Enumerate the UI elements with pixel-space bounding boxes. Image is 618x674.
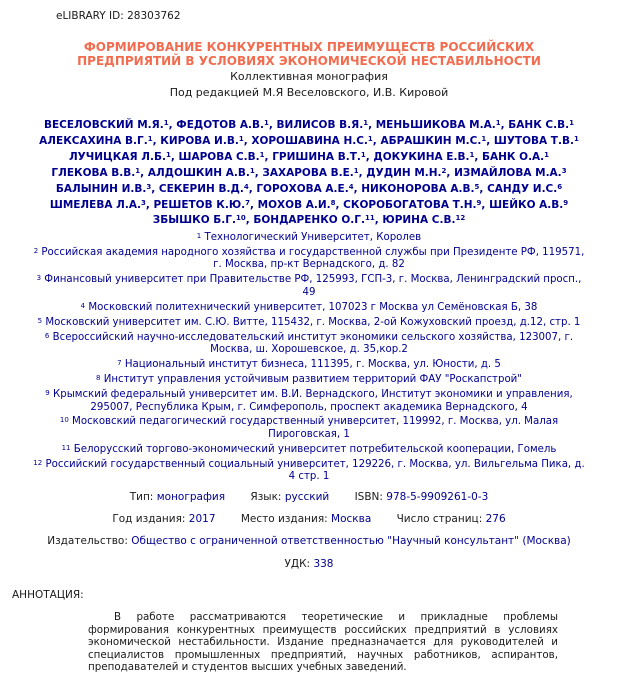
author-affiliation-number: 1: [569, 119, 574, 127]
meta-row-4: [20, 558, 598, 570]
author-link[interactable]: БАНК С.В.: [508, 119, 570, 131]
author-link[interactable]: ЗАХАРОВА В.Е.: [262, 166, 354, 179]
author-link[interactable]: МОХОВ А.И.: [257, 198, 331, 211]
author-link[interactable]: ДОКУКИНА Е.В.: [373, 150, 470, 163]
year-value[interactable]: 2017: [188, 513, 216, 525]
meta-row-3: [20, 535, 598, 547]
elibrary-id: eLIBRARY ID: 28303762: [56, 10, 181, 22]
author-affiliation-number: 11: [364, 214, 375, 223]
affiliation-text: Московский университет им. С.Ю. Витте, 115432, г. Москва, 2-ой Кожуховский проезд, д.12, стр. 1: [45, 316, 581, 328]
year-label: Год издания:: [112, 513, 186, 525]
affiliation-item: [30, 459, 588, 484]
language-label: Язык:: [250, 491, 282, 503]
author-link[interactable]: ГОРОХОВА А.Е.: [256, 182, 349, 195]
author-affiliation-number: 1: [495, 119, 501, 127]
author-link[interactable]: АЛЕКСАХИНА В.Г.: [39, 134, 148, 147]
author-link[interactable]: САНДУ И.С.: [487, 182, 558, 195]
authors-line: ЛУЧИЦКАЯ Л.Б.$^1$, ШАРОВА С.В.$^1$, ГРИШИНА В.Т.$^1$, ДОКУКИНА Е.В.$^1$, БАНК О.А.$^1$: [68, 150, 550, 163]
author-affiliation-number: 3: [140, 198, 146, 207]
affiliation-text: Финансовый университет при Правительстве РФ, 125993, ГСП-3, г. Москва, Ленинградский просп., 49: [44, 274, 582, 298]
author-link[interactable]: ГЛЕКОВА В.В.: [51, 166, 136, 179]
authors-line: АЛЕКСАХИНА В.Г.$^1$, КИРОВА И.В.$^1$, ХОРОШАВИНА Н.С.$^1$, АБРАШКИН М.С.$^1$, ШУТОВА Т.В.$^1$: [39, 134, 579, 147]
publisher-label: Издательство:: [47, 535, 128, 547]
author-affiliation-number: 1: [573, 134, 579, 143]
affiliation-number: 8: [96, 374, 101, 383]
author-affiliation-number: 1: [544, 150, 550, 159]
place-label: Место издания:: [240, 513, 328, 525]
author-affiliation-number: 1: [481, 134, 487, 143]
author-affiliation-number: 12: [455, 214, 466, 223]
meta-row-2: [20, 513, 598, 525]
author-affiliation-number: 3: [561, 166, 567, 175]
author-link[interactable]: ХОРОШАВИНА Н.С.: [251, 134, 368, 147]
author-link[interactable]: ЗБЫШКО Б.Г.: [152, 214, 236, 227]
affiliation-item: [30, 389, 588, 414]
affiliation-text: Московский политехнический университет, 107023 г Москва ул Семёновская Б, 38: [88, 301, 538, 313]
author-affiliation-number: 1: [469, 150, 475, 159]
authors-line: ШМЕЛЕВА Л.А.$^3$, РЕШЕТОВ К.Ю.$^7$, МОХОВ А.И.$^8$, СКОРОБОГАТОВА Т.Н.$^9$, ШЕЙКО А.В.$^9$: [49, 198, 569, 211]
author-affiliation-number: 3: [146, 182, 152, 191]
affiliation-item: [30, 302, 588, 315]
author-affiliation-number: 4: [348, 182, 354, 191]
author-link[interactable]: ФЕДОТОВ А.В.: [176, 119, 264, 131]
affiliation-text: Российская академия народного хозяйства и государственной службы при Президенте РФ, 119571, г. Москва, пр-кт Вернадского, д. 82: [41, 246, 585, 271]
isbn-value: 978-5-9909261-0-3: [386, 491, 489, 503]
author-affiliation-number: 1: [135, 166, 141, 175]
affiliation-number: 2: [33, 246, 39, 255]
author-affiliation-number: 9: [476, 198, 482, 207]
annotation-body: В работе рассматриваются теоретические и прикладные проблемы формирования конкурентных преимуществ российских предприятий в условиях экономической нестабильности. Издание предназначается для руководителей и специалистов промышленных предприятий, научных работников, аспирантов, преподавателей и студентов высших учебных заведений.: [88, 611, 558, 673]
type-value[interactable]: монография: [156, 491, 226, 503]
udc-label: УДК:: [284, 558, 311, 570]
annotation-text: [88, 611, 558, 674]
author-affiliation-number: 1: [367, 134, 373, 143]
author-link[interactable]: БАНК О.А.: [481, 150, 545, 163]
author-link[interactable]: ИЗМАЙЛОВА М.А.: [454, 166, 562, 179]
affiliation-item: [30, 416, 588, 441]
author-link[interactable]: ШМЕЛЕВА Л.А.: [49, 198, 141, 211]
author-affiliation-number: 5: [474, 182, 480, 191]
affiliation-item: [30, 444, 588, 457]
editors: Под редакцией М.Я Веселовского, И.В. Кировой: [169, 86, 449, 99]
affiliation-item: [30, 374, 588, 387]
author-affiliation-number: 1: [353, 166, 359, 175]
subtitle: Коллективная монография: [230, 70, 388, 83]
publication-title: [20, 40, 598, 68]
author-affiliation-number: 1: [264, 119, 269, 127]
affiliation-text: Всероссийский научно-исследовательский институт экономики сельского хозяйства, 123007, г. Москва, ш. Хорошевское, д. 35,кор.2: [52, 331, 574, 356]
author-affiliation-number: 7: [245, 198, 251, 207]
meta-row-1: [20, 491, 598, 503]
affiliation-item: [30, 232, 588, 245]
author-link[interactable]: НИКОНОРОВА А.В.: [361, 182, 475, 195]
affiliation-item: [30, 332, 588, 357]
author-affiliation-number: 1: [360, 150, 366, 159]
isbn-label: ISBN:: [354, 491, 383, 503]
author-link[interactable]: БОНДАРЕНКО О.Г.: [253, 214, 365, 227]
affiliation-text: Крымский федеральный университет им. В.И. Вернадского, Институт экономики и управления, 295007, Республика Крым, г. Симферополь, проспект академика Вернадского, 4: [53, 388, 573, 413]
author-link[interactable]: ВИЛИСОВ В.Я.: [276, 119, 364, 131]
affiliation-item: [30, 274, 588, 299]
publisher-value[interactable]: Общество с ограниченной ответственностью "Научный консультант" (Москва): [131, 535, 571, 547]
author-link[interactable]: МЕНЬШИКОВА М.А.: [375, 119, 496, 131]
authors-line: ВЕСЕЛОВСКИЙ М.Я.$^1$, ФЕДОТОВ А.В.$^1$, ВИЛИСОВ В.Я.$^1$, МЕНЬШИКОВА М.А.$^1$, БАНК С.В.$^1$: [44, 119, 574, 131]
language-value[interactable]: русский: [284, 491, 330, 503]
authors-line: БАЛЫНИН И.В.$^3$, СЕКЕРИН В.Д.$^4$, ГОРОХОВА А.Е.$^4$, НИКОНОРОВА А.В.$^5$, САНДУ И.С.$^6$: [55, 182, 563, 195]
affiliation-number: 9: [45, 388, 50, 397]
author-affiliation-number: 10: [235, 214, 246, 223]
affiliation-number: 7: [117, 359, 122, 368]
author-link[interactable]: ДУДИН М.Н.: [366, 166, 442, 179]
author-link[interactable]: ГРИШИНА В.Т.: [272, 150, 361, 163]
author-link[interactable]: КИРОВА И.В.: [160, 134, 239, 147]
author-affiliation-number: 1: [238, 134, 244, 143]
affiliation-item: [30, 359, 588, 372]
author-link[interactable]: ЮРИНА С.В.: [382, 214, 456, 227]
title-line-1: ФОРМИРОВАНИЕ КОНКУРЕНТНЫХ ПРЕИМУЩЕСТВ РОССИЙСКИХ: [83, 40, 535, 54]
affiliation-number: 6: [44, 331, 50, 340]
author-link[interactable]: АЛДОШКИН А.В.: [147, 166, 250, 179]
author-link[interactable]: ВЕСЕЛОВСКИЙ М.Я.: [44, 119, 164, 131]
author-affiliation-number: 9: [563, 198, 569, 207]
authors-line: ГЛЕКОВА В.В.$^1$, АЛДОШКИН А.В.$^1$, ЗАХАРОВА В.Е.$^1$, ДУДИН М.Н.$^2$, ИЗМАЙЛОВА М.А.$^3$: [51, 166, 567, 179]
affiliation-text: Российский государственный социальный университет, 129226, г. Москва, ул. Вильгельма Пика, д. 4 стр. 1: [45, 458, 585, 483]
affiliation-item: [30, 247, 588, 272]
place-value[interactable]: Москва: [331, 513, 372, 525]
affiliation-text: Национальный институт бизнеса, 111395, г. Москва, ул. Юности, д. 5: [124, 359, 501, 371]
author-affiliation-number: 2: [441, 166, 447, 175]
authors-line: ЗБЫШКО Б.Г.$^{10}$, БОНДАРЕНКО О.Г.$^{11}$, ЮРИНА С.В.$^{12}$: [152, 214, 466, 227]
author-affiliation-number: 8: [330, 198, 336, 207]
affiliation-number: 4: [80, 301, 86, 310]
author-affiliation-number: 1: [363, 119, 369, 127]
affiliation-number: 1: [196, 232, 202, 240]
author-link[interactable]: БАЛЫНИН И.В.: [55, 182, 147, 195]
author-link[interactable]: РЕШЕТОВ К.Ю.: [153, 198, 246, 211]
author-affiliation-number: 1: [147, 134, 153, 143]
affiliation-text: Технологический Университет, Королев: [204, 232, 422, 243]
author-link[interactable]: ШЕЙКО А.В.: [489, 198, 564, 211]
author-affiliation-number: 1: [165, 150, 171, 159]
title-line-2: ПРЕДПРИЯТИЙ В УСЛОВИЯХ ЭКОНОМИЧЕСКОЙ НЕСТАБИЛЬНОСТИ: [77, 54, 541, 68]
affiliation-number: 5: [37, 316, 43, 325]
pages-value: 276: [485, 513, 506, 525]
pages-label: Число страниц:: [396, 513, 483, 525]
author-link[interactable]: АБРАШКИН М.С.: [380, 134, 482, 147]
affiliations-list: [30, 232, 588, 486]
affiliation-number: 10: [59, 416, 69, 425]
type-label: Тип:: [129, 491, 154, 503]
affiliation-text: Белорусский торгово-экономический университет потребительской кооперации, Гомель: [73, 443, 557, 455]
affiliation-number: 11: [61, 443, 71, 452]
author-link[interactable]: ЛУЧИЦКАЯ Л.Б.: [68, 150, 166, 163]
affiliation-text: Московский педагогический государственный университет, 119992, г. Москва, ул. Малая Пироговская, 1: [72, 416, 559, 440]
author-link[interactable]: СКОРОБОГАТОВА Т.Н.: [343, 198, 477, 211]
author-link[interactable]: ШАРОВА С.В.: [178, 150, 260, 163]
author-affiliation-number: 4: [243, 182, 249, 191]
author-affiliation-number: 1: [259, 150, 265, 159]
affiliation-item: [30, 317, 588, 330]
author-link[interactable]: ШУТОВА Т.В.: [493, 134, 574, 147]
author-affiliation-number: 1: [163, 119, 169, 127]
author-link[interactable]: СЕКЕРИН В.Д.: [158, 182, 244, 195]
affiliation-text: Институт управления устойчивым развитием территорий ФАУ "Роскапстрой": [103, 374, 522, 386]
authors-list: [30, 118, 588, 229]
annotation-heading: АННОТАЦИЯ:: [12, 589, 84, 601]
affiliation-number: 12: [33, 458, 43, 467]
udc-value[interactable]: 338: [313, 558, 334, 570]
author-affiliation-number: 1: [249, 166, 255, 175]
affiliation-number: 3: [36, 274, 42, 283]
author-affiliation-number: 6: [557, 182, 563, 191]
